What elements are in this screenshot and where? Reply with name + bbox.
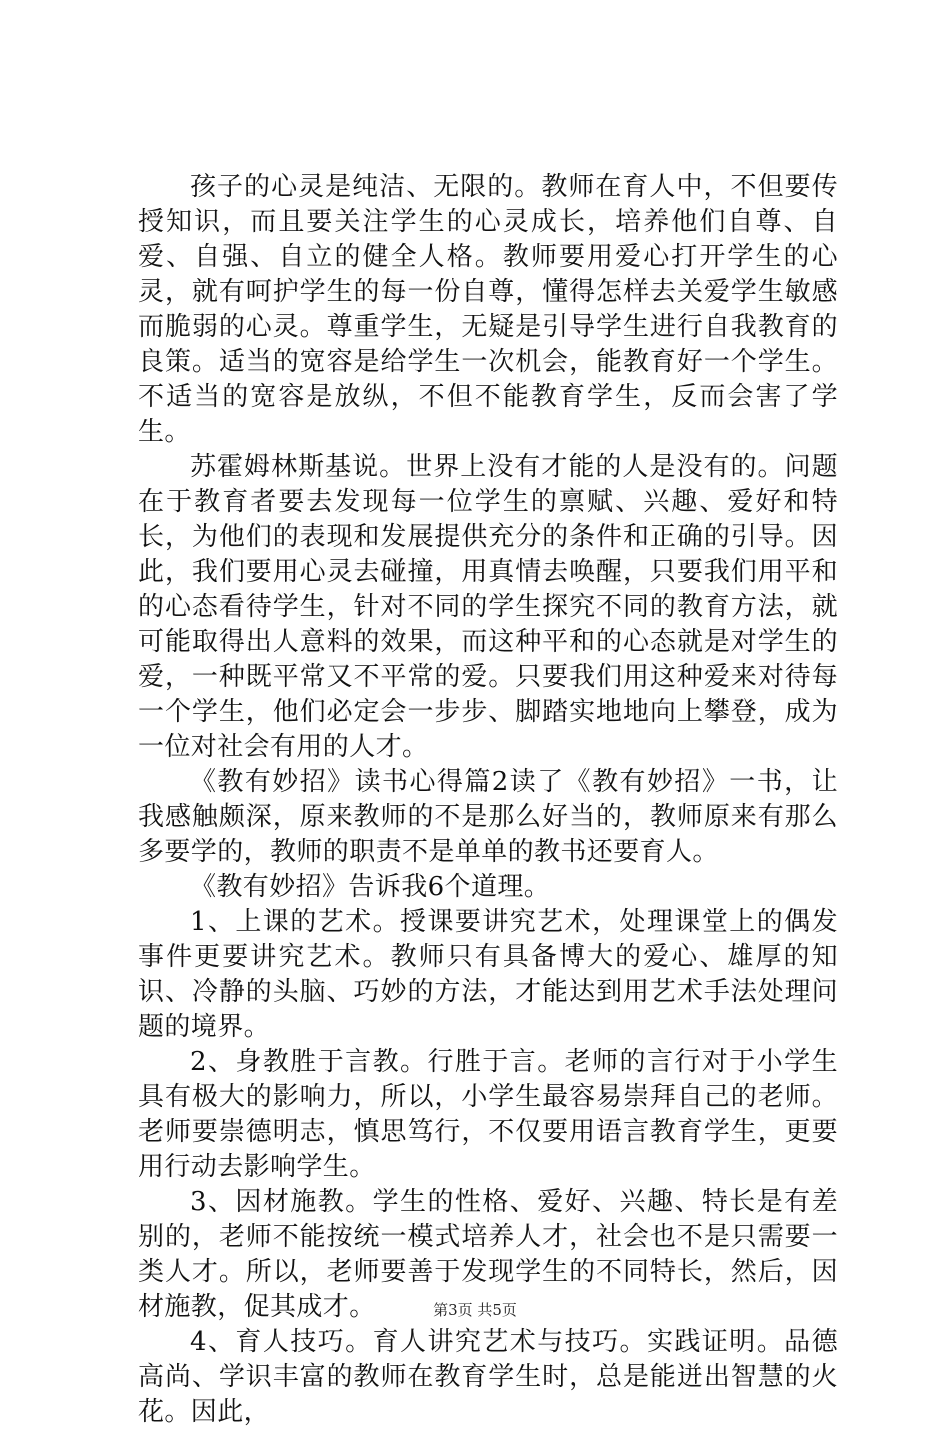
paragraph-7: 3、因材施教。学生的性格、爱好、兴趣、特长是有差别的，老师不能按统一模式培养人才，社会也不是只需要一类人才。所以，老师要善于发现学生的不同特长，然后，因材施教，促其成才。: [138, 1187, 838, 1322]
paragraph-2: 苏霍姆林斯基说。世界上没有才能的人是没有的。问题在于教育者要去发现每一位学生的禀赋、兴趣、爱好和特长，为他们的表现和发展提供充分的条件和正确的引导。因此，我们要用心灵去碰撞，用真情去唤醒，只要我们用平和的心态看待学生，针对不同的学生探究不同的教育方法，就可能取得出人意料的效果，而这种平和的心态就是对学生的爱，一种既平常又不平常的爱。只要我们用这种爱来对待每一个学生，他们必定会一步步、脚踏实地地向上攀登，成为一位对社会有用的人才。: [138, 452, 838, 762]
paragraph-8: 4、育人技巧。育人讲究艺术与技巧。实践证明。品德高尚、学识丰富的教师在教育学生时，总是能迸出智慧的火花。因此，: [138, 1327, 838, 1427]
page-footer: 第3页 共5页: [433, 1301, 517, 1319]
paragraph-3: 《教有妙招》读书心得篇2读了《教有妙招》一书，让我感触颇深，原来教师的不是那么好当的，教师原来有那么多要学的，教师的职责不是单单的教书还要育人。: [138, 767, 838, 867]
paragraph-6: 2、身教胜于言教。行胜于言。老师的言行对于小学生具有极大的影响力，所以，小学生最容易崇拜自己的老师。老师要崇德明志，慎思笃行，不仅要用语言教育学生，更要用行动去影响学生。: [138, 1047, 838, 1182]
paragraph-5: 1、上课的艺术。授课要讲究艺术，处理课堂上的偶发事件更要讲究艺术。教师只有具备博大的爱心、雄厚的知识、冷静的头脑、巧妙的方法，才能达到用艺术手法处理问题的境界。: [138, 907, 838, 1042]
paragraph-1: 孩子的心灵是纯洁、无限的。教师在育人中，不但要传授知识，而且要关注学生的心灵成长，培养他们自尊、自爱、自强、自立的健全人格。教师要用爱心打开学生的心灵，就有呵护学生的每一份自尊，懂得怎样去关爱学生敏感而脆弱的心灵。尊重学生，无疑是引导学生进行自我教育的良策。适当的宽容是给学生一次机会，能教育好一个学生。不适当的宽容是放纵，不但不能教育学生，反而会害了学生。: [138, 172, 838, 447]
document-body: [138, 170, 838, 1430]
paragraph-4: 《教有妙招》告诉我6个道理。: [190, 872, 551, 902]
